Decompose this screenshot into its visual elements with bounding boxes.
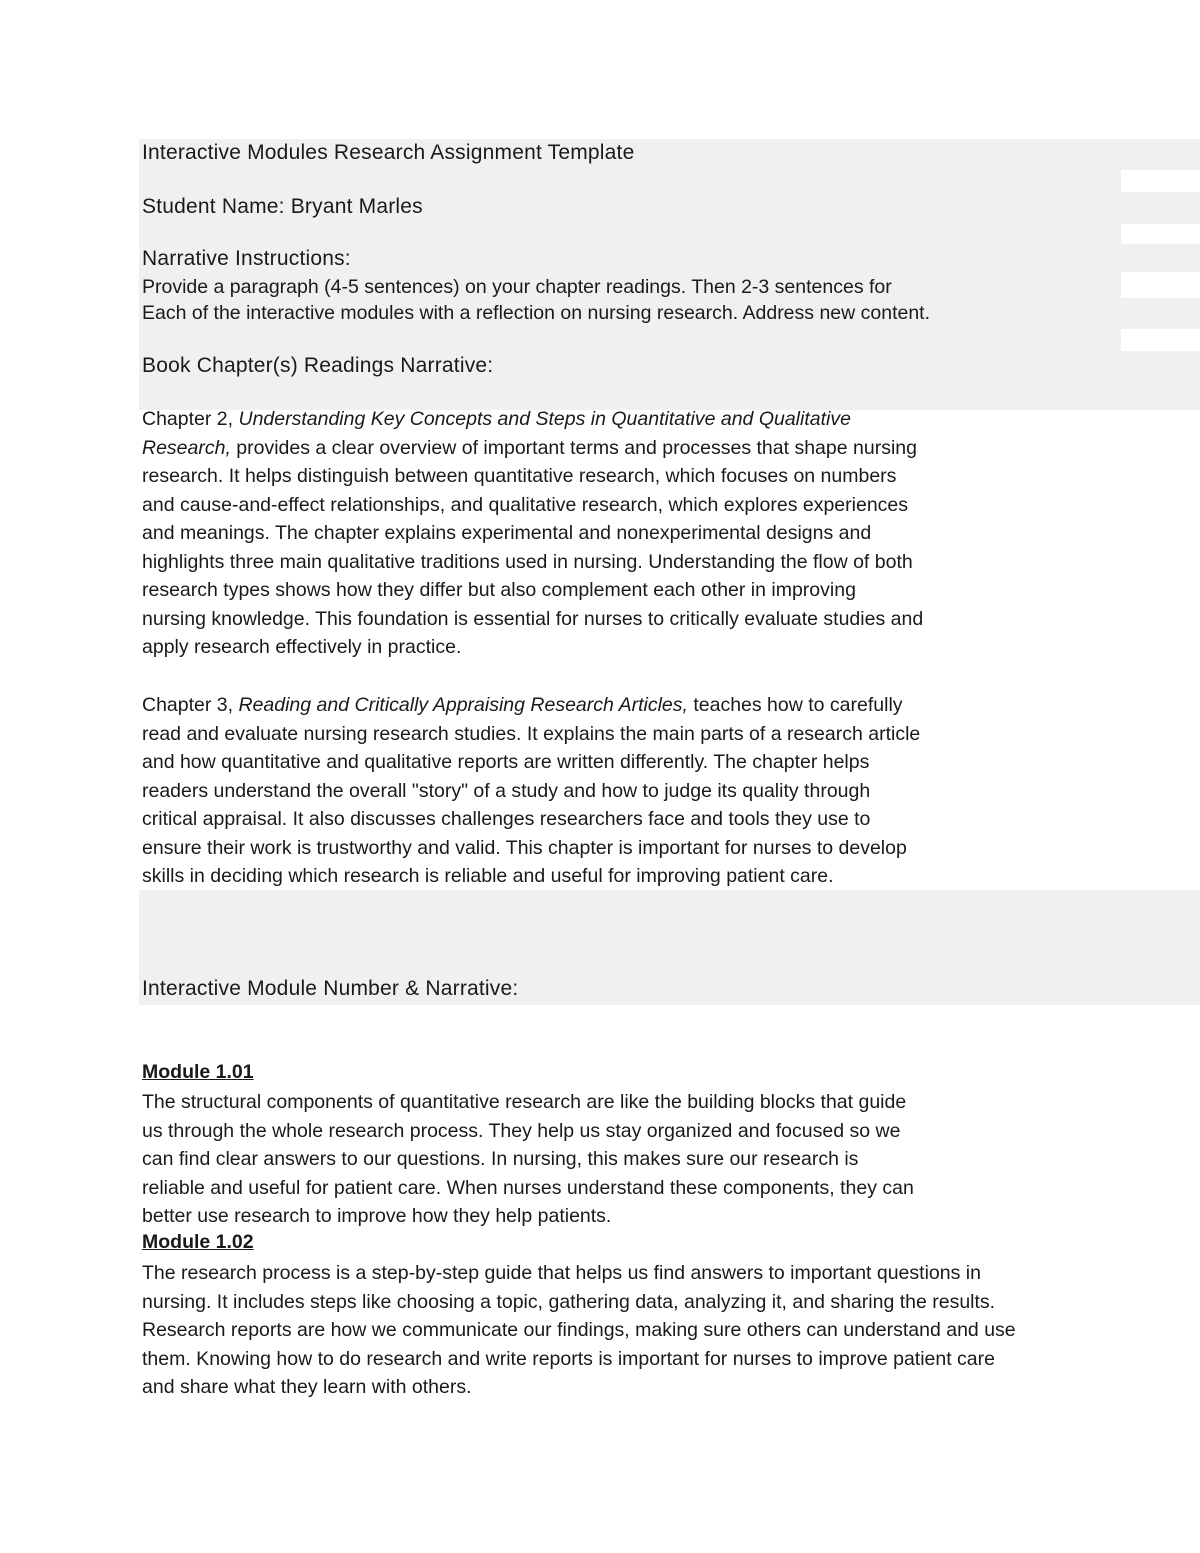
- margin-strip: [1121, 329, 1200, 351]
- paragraph-line: The structural components of quantitative research are like the building blocks that guide: [142, 1091, 907, 1113]
- module-heading: Interactive Module Number & Narrative:: [142, 977, 519, 1000]
- paragraph-text: provides a clear overview of important terms and processes that shape nursing: [230, 436, 917, 459]
- module-1-01-paragraph: [142, 1088, 914, 1231]
- instructions-line: Each of the interactive modules with a reflection on nursing research. Address new content.: [142, 302, 931, 324]
- chapter-2-paragraph: [142, 405, 923, 662]
- paragraph-line: can find clear answers to our questions. In nursing, this makes sure our research is: [142, 1148, 859, 1170]
- paragraph-line: Research reports are how we communicate our findings, making sure others can understand and use: [142, 1319, 1016, 1341]
- paragraph-text: teaches how to carefully: [687, 694, 903, 716]
- paragraph-line: read and evaluate nursing research studies. It explains the main parts of a research article: [142, 722, 921, 745]
- book-readings-heading: Book Chapter(s) Readings Narrative:: [142, 354, 494, 377]
- instructions-line: Provide a paragraph (4-5 sentences) on your chapter readings. Then 2-3 sentences for: [142, 276, 892, 298]
- margin-strip: [1121, 224, 1200, 244]
- paragraph-line: ensure their work is trustworthy and valid. This chapter is important for nurses to develop: [142, 836, 907, 859]
- chapter-title: Research,: [142, 436, 231, 459]
- chapter-3-paragraph: [142, 691, 920, 891]
- chapter-title: Understanding Key Concepts and Steps in Quantitative and Qualitative: [238, 408, 851, 430]
- paragraph-line: research. It helps distinguish between quantitative research, which focuses on numbers: [142, 465, 897, 487]
- chapter-title: Reading and Critically Appraising Research Articles,: [238, 694, 688, 716]
- paragraph-line: highlights three main qualitative traditions used in nursing. Understanding the flow of both: [142, 550, 913, 573]
- document-title: Interactive Modules Research Assignment Template: [142, 141, 635, 164]
- paragraph-line: us through the whole research process. They help us stay organized and focused so we: [142, 1119, 901, 1142]
- paragraph-line: readers understand the overall "story" of a study and how to judge its quality through: [142, 779, 871, 802]
- paragraph-line: research types shows how they differ but also complement each other in improving: [142, 579, 856, 601]
- paragraph-line: critical appraisal. It also discusses challenges researchers face and tools they use to: [142, 808, 871, 830]
- student-name: Student Name: Bryant Marles: [142, 195, 423, 218]
- chapter-prefix: Chapter 2,: [142, 408, 239, 430]
- module-1-01-label: Module 1.01: [142, 1061, 254, 1083]
- margin-strip: [1121, 272, 1200, 298]
- paragraph-line: and meanings. The chapter explains experimental and nonexperimental designs and: [142, 522, 872, 544]
- instructions-heading: Narrative Instructions:: [142, 247, 351, 270]
- paragraph-line: The research process is a step-by-step guide that helps us find answers to important questions in: [142, 1262, 981, 1284]
- paragraph-line: [142, 405, 923, 434]
- paragraph-line: apply research effectively in practice.: [142, 636, 462, 658]
- module-1-02-label: Module 1.02: [142, 1231, 254, 1253]
- paragraph-line: reliable and useful for patient care. When nurses understand these components, they can: [142, 1176, 914, 1199]
- paragraph-line: [142, 691, 920, 720]
- paragraph-line: [142, 434, 923, 463]
- margin-strip: [1121, 170, 1200, 192]
- paragraph-line: nursing. It includes steps like choosing a topic, gathering data, analyzing it, and sharing the results.: [142, 1290, 996, 1313]
- module-1-02-paragraph: [142, 1259, 1016, 1402]
- paragraph-line: them. Knowing how to do research and write reports is important for nurses to improve patient care: [142, 1347, 995, 1370]
- paragraph-line: better use research to improve how they help patients.: [142, 1205, 612, 1227]
- paragraph-line: and cause-and-effect relationships, and qualitative research, which explores experiences: [142, 493, 909, 516]
- paragraph-line: skills in deciding which research is reliable and useful for improving patient care.: [142, 865, 834, 887]
- paragraph-line: nursing knowledge. This foundation is essential for nurses to critically evaluate studies and: [142, 607, 924, 630]
- chapter-prefix: Chapter 3,: [142, 694, 239, 716]
- paragraph-line: and how quantitative and qualitative reports are written differently. The chapter helps: [142, 751, 870, 773]
- paragraph-line: and share what they learn with others.: [142, 1376, 472, 1398]
